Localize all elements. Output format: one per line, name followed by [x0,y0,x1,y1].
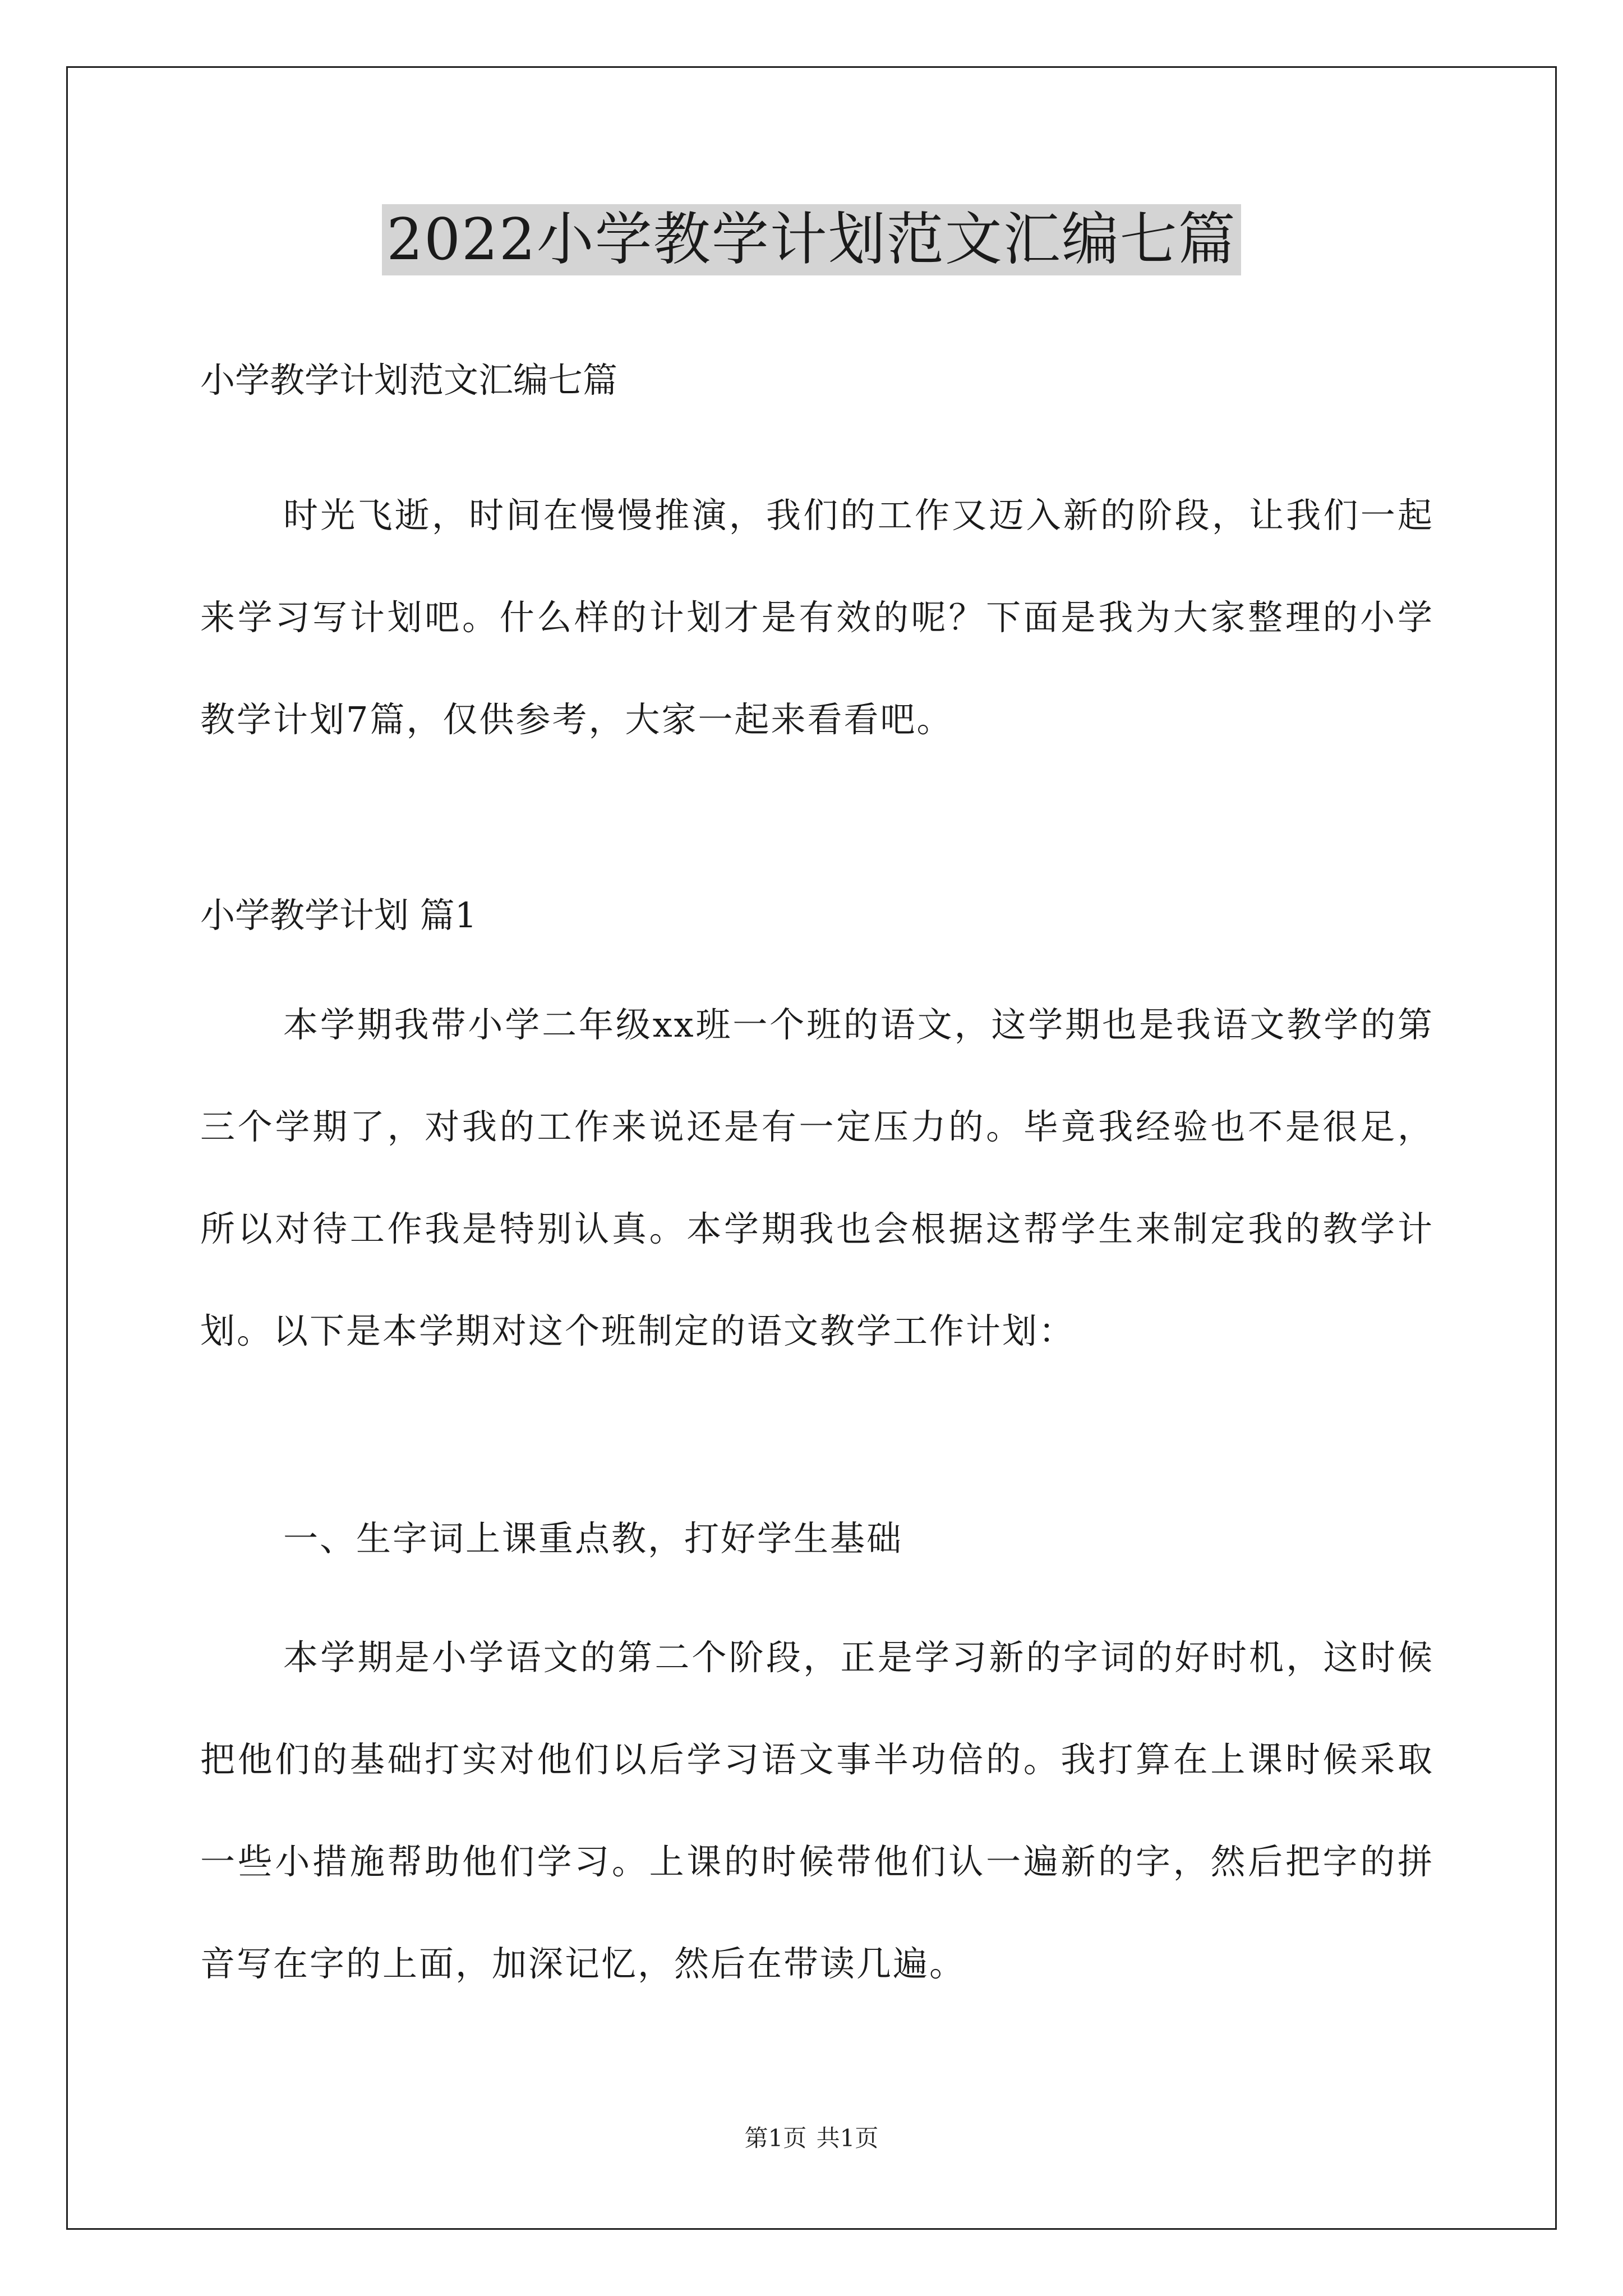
section-paragraph: 本学期我带小学二年级xx班一个班的语文，这学期也是我语文教学的第三个学期了，对我的工作来说还是有一定压力的。毕竟我经验也不是很足，所以对待工作我是特别认真。本学期我也会根据这帮学生来制定我的教学计划。以下是本学期对这个班制定的语文教学工作计划： [200,1004,1434,1351]
intro-paragraph: 时光飞逝，时间在慢慢推演，我们的工作又迈入新的阶段，让我们一起来学习写计划吧。什么样的计划才是有效的呢？下面是我为大家整理的小学教学计划7篇，仅供参考，大家一起来看看吧。 [200,495,1434,740]
document-subtitle: 小学教学计划范文汇编七篇 [200,360,618,401]
item-paragraph: 本学期是小学语文的第二个阶段，正是学习新的字词的好时机，这时候把他们的基础打实对他们以后学习语文事半功倍的。我打算在上课时候采取一些小措施帮助他们学习。上课的时候带他们认一遍新的字，然后把字的拼音写在字的上面，加深记忆，然后在带读几遍。 [200,1637,1434,1984]
document-title-text: 2022小学教学计划范文汇编七篇 [382,204,1241,275]
item-heading: 一、生字词上课重点教，打好学生基础 [283,1518,903,1559]
section-heading: 小学教学计划 篇1 [200,895,477,936]
page-footer: 第1页 共1页 [744,2124,879,2152]
document-title [0,201,1623,279]
